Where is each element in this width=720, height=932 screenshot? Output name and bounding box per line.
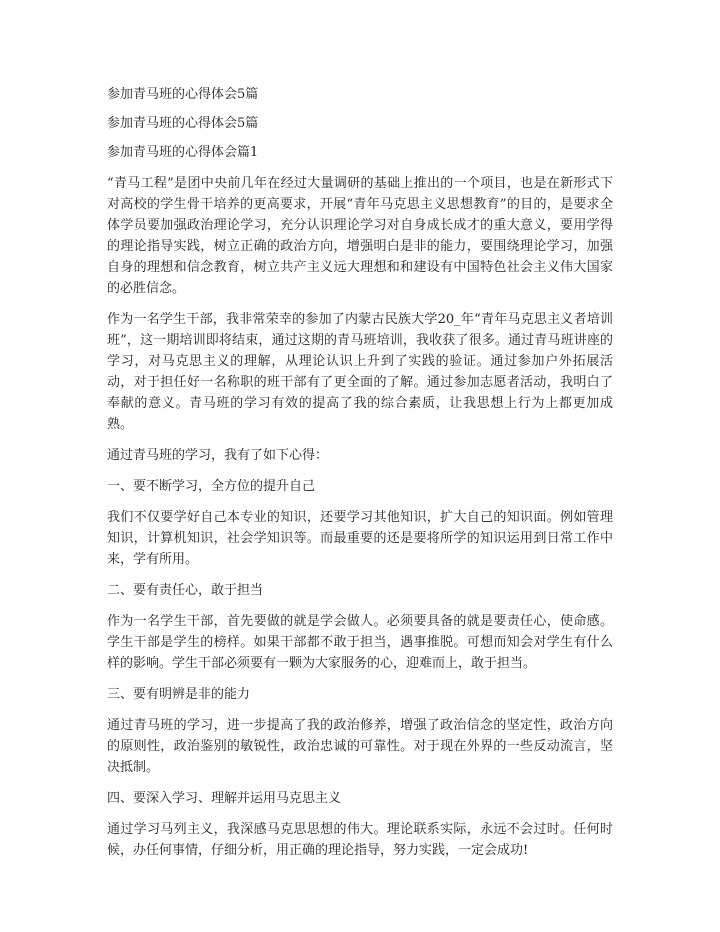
- paragraph-section-2: 作为一名学生干部，首先要做的就是学会做人。必须要具备的就是要责任心，使命感。学生干部是学生的榜样。如果干部都不敢于担当，遇事推脱。可想而知会对学生有什么样的影响。学生干部必须要有一颗为大家服务的心，迎难而上，敢于担当。: [107, 614, 613, 671]
- section-heading-3: 三、要有明辨是非的能力: [107, 687, 251, 702]
- paragraph-section-3: 通过青马班的学习，进一步提高了我的政治修养，增强了政治信念的坚定性，政治方向的原则性，政治鉴别的敏锐性，政治忠诚的可靠性。对于现在外界的一些反动流言，坚决抵制。: [107, 718, 613, 775]
- document-title-repeat: 参加青马班的心得体会5篇: [107, 116, 259, 131]
- section-heading-2: 二、要有责任心，敢于担当: [107, 583, 264, 598]
- paragraph-section-4: 通过学习马列主义，我深感马克思思想的伟大。理论联系实际，永远不会过时。任何时候，办任何事情，仔细分析，用正确的理论指导，努力实践，一定会成功!: [107, 822, 613, 858]
- article-subtitle: 参加青马班的心得体会篇1: [107, 145, 259, 160]
- section-heading-4: 四、要深入学习、理解并运用马克思主义: [107, 791, 342, 806]
- section-heading-1: 一、要不断学习，全方位的提升自己: [107, 479, 316, 494]
- document-page: [107, 84, 613, 861]
- paragraph-intro: “青马工程”是团中央前几年在经过大量调研的基础上推出的一个项目，也是在新形式下对高校的学生骨干培养的更高要求，开展“青年马克思主义思想教育”的目的，是要求全体学员要加强政治理论学习，充分认识理论学习对自身成长成才的重大意义，要用学得的理论指导实践，树立正确的政治方向，增强明白是非的能力，要围绕理论学习，加强自身的理想和信念教育，树立共产主义远大理想和和建设有中国特色社会主义伟大国家的必胜信念。: [107, 176, 613, 296]
- document-title: 参加青马班的心得体会5篇: [107, 87, 259, 102]
- paragraph-experience: 作为一名学生干部，我非常荣幸的参加了内蒙古民族大学20_年“青年马克思主义者培训班”，这一期培训即将结束，通过这期的青马班培训，我收获了很多。通过青马班讲座的学习，对马克思主义的理解，从理论认识上升到了实践的验证。通过参加户外拓展活动，对于担任好一名称职的班干部有了更全面的了解。通过参加志愿者活动，我明白了奉献的意义。青马班的学习有效的提高了我的综合素质，让我思想上行为上都更加成熟。: [107, 312, 613, 432]
- paragraph-lead-in: 通过青马班的学习，我有了如下心得：: [107, 448, 329, 463]
- paragraph-section-1: 我们不仅要学好自己本专业的知识，还要学习其他知识，扩大自己的知识面。例如管理知识，计算机知识，社会学知识等。而最重要的还是要将所学的知识运用到日常工作中来，学有所用。: [107, 510, 613, 567]
